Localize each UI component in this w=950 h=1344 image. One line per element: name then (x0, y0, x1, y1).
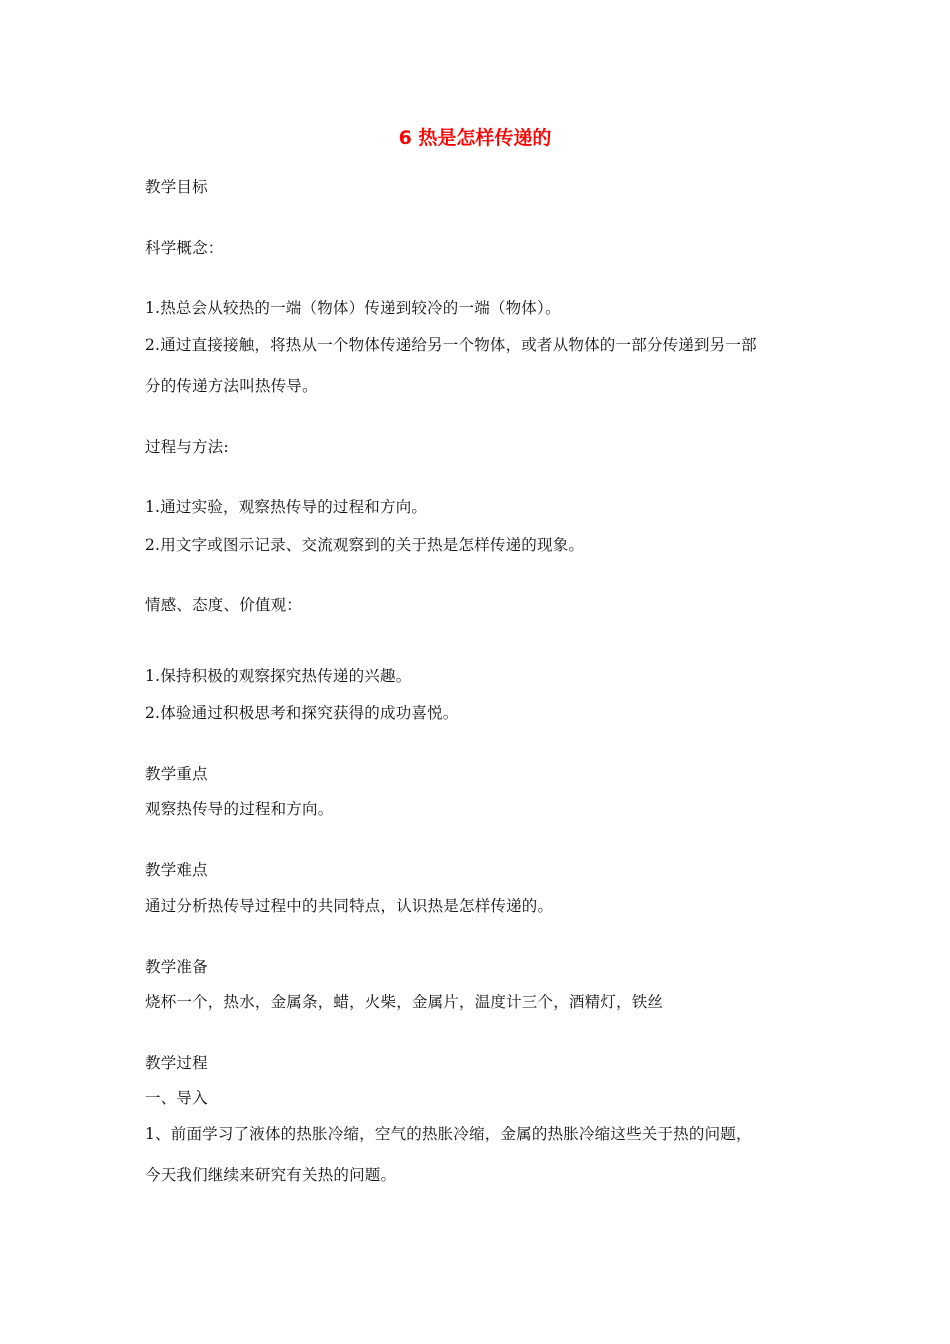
attitudes-item-1: 1.保持积极的观察探究热传递的兴趣。 (145, 667, 412, 685)
key-point-text: 观察热传导的过程和方向。 (145, 800, 334, 818)
procedure-item-1-line-1: 1、前面学习了液体的热胀冷缩，空气的热胀冷缩，金属的热胀冷缩这些关于热的问题， (145, 1125, 752, 1143)
difficulty-heading: 教学难点 (145, 861, 208, 879)
difficulty-text: 通过分析热传导过程中的共同特点，认识热是怎样传递的。 (145, 897, 554, 915)
procedure-item-1-line-2: 今天我们继续来研究有关热的问题。 (145, 1166, 397, 1184)
science-concept-item-2-line-2: 分的传递方法叫热传导。 (145, 377, 318, 395)
process-methods-heading: 过程与方法: (145, 438, 229, 456)
key-point-heading: 教学重点 (145, 765, 208, 783)
procedure-heading: 教学过程 (145, 1054, 208, 1072)
document-title: 6 热是怎样传递的 (398, 127, 552, 149)
procedure-section-1: 一、导入 (145, 1089, 208, 1107)
process-methods-item-1: 1.通过实验，观察热传导的过程和方向。 (145, 498, 428, 516)
attitudes-item-2: 2.体验通过积极思考和探究获得的成功喜悦。 (145, 704, 459, 722)
preparation-heading: 教学准备 (145, 958, 208, 976)
preparation-text: 烧杯一个，热水，金属条，蜡，火柴，金属片，温度计三个，酒精灯，铁丝 (145, 993, 664, 1011)
science-concept-item-2-line-1: 2.通过直接接触，将热从一个物体传递给另一个物体，或者从物体的一部分传递到另一部 (145, 336, 757, 354)
objectives-heading: 教学目标 (145, 178, 208, 196)
science-concepts-heading: 科学概念： (145, 239, 224, 257)
process-methods-item-2: 2.用文字或图示记录、交流观察到的关于热是怎样传递的现象。 (145, 536, 585, 554)
science-concept-item-1: 1.热总会从较热的一端（物体）传递到较冷的一端（物体）。 (145, 299, 561, 317)
attitudes-heading: 情感、态度、价值观： (145, 596, 303, 614)
